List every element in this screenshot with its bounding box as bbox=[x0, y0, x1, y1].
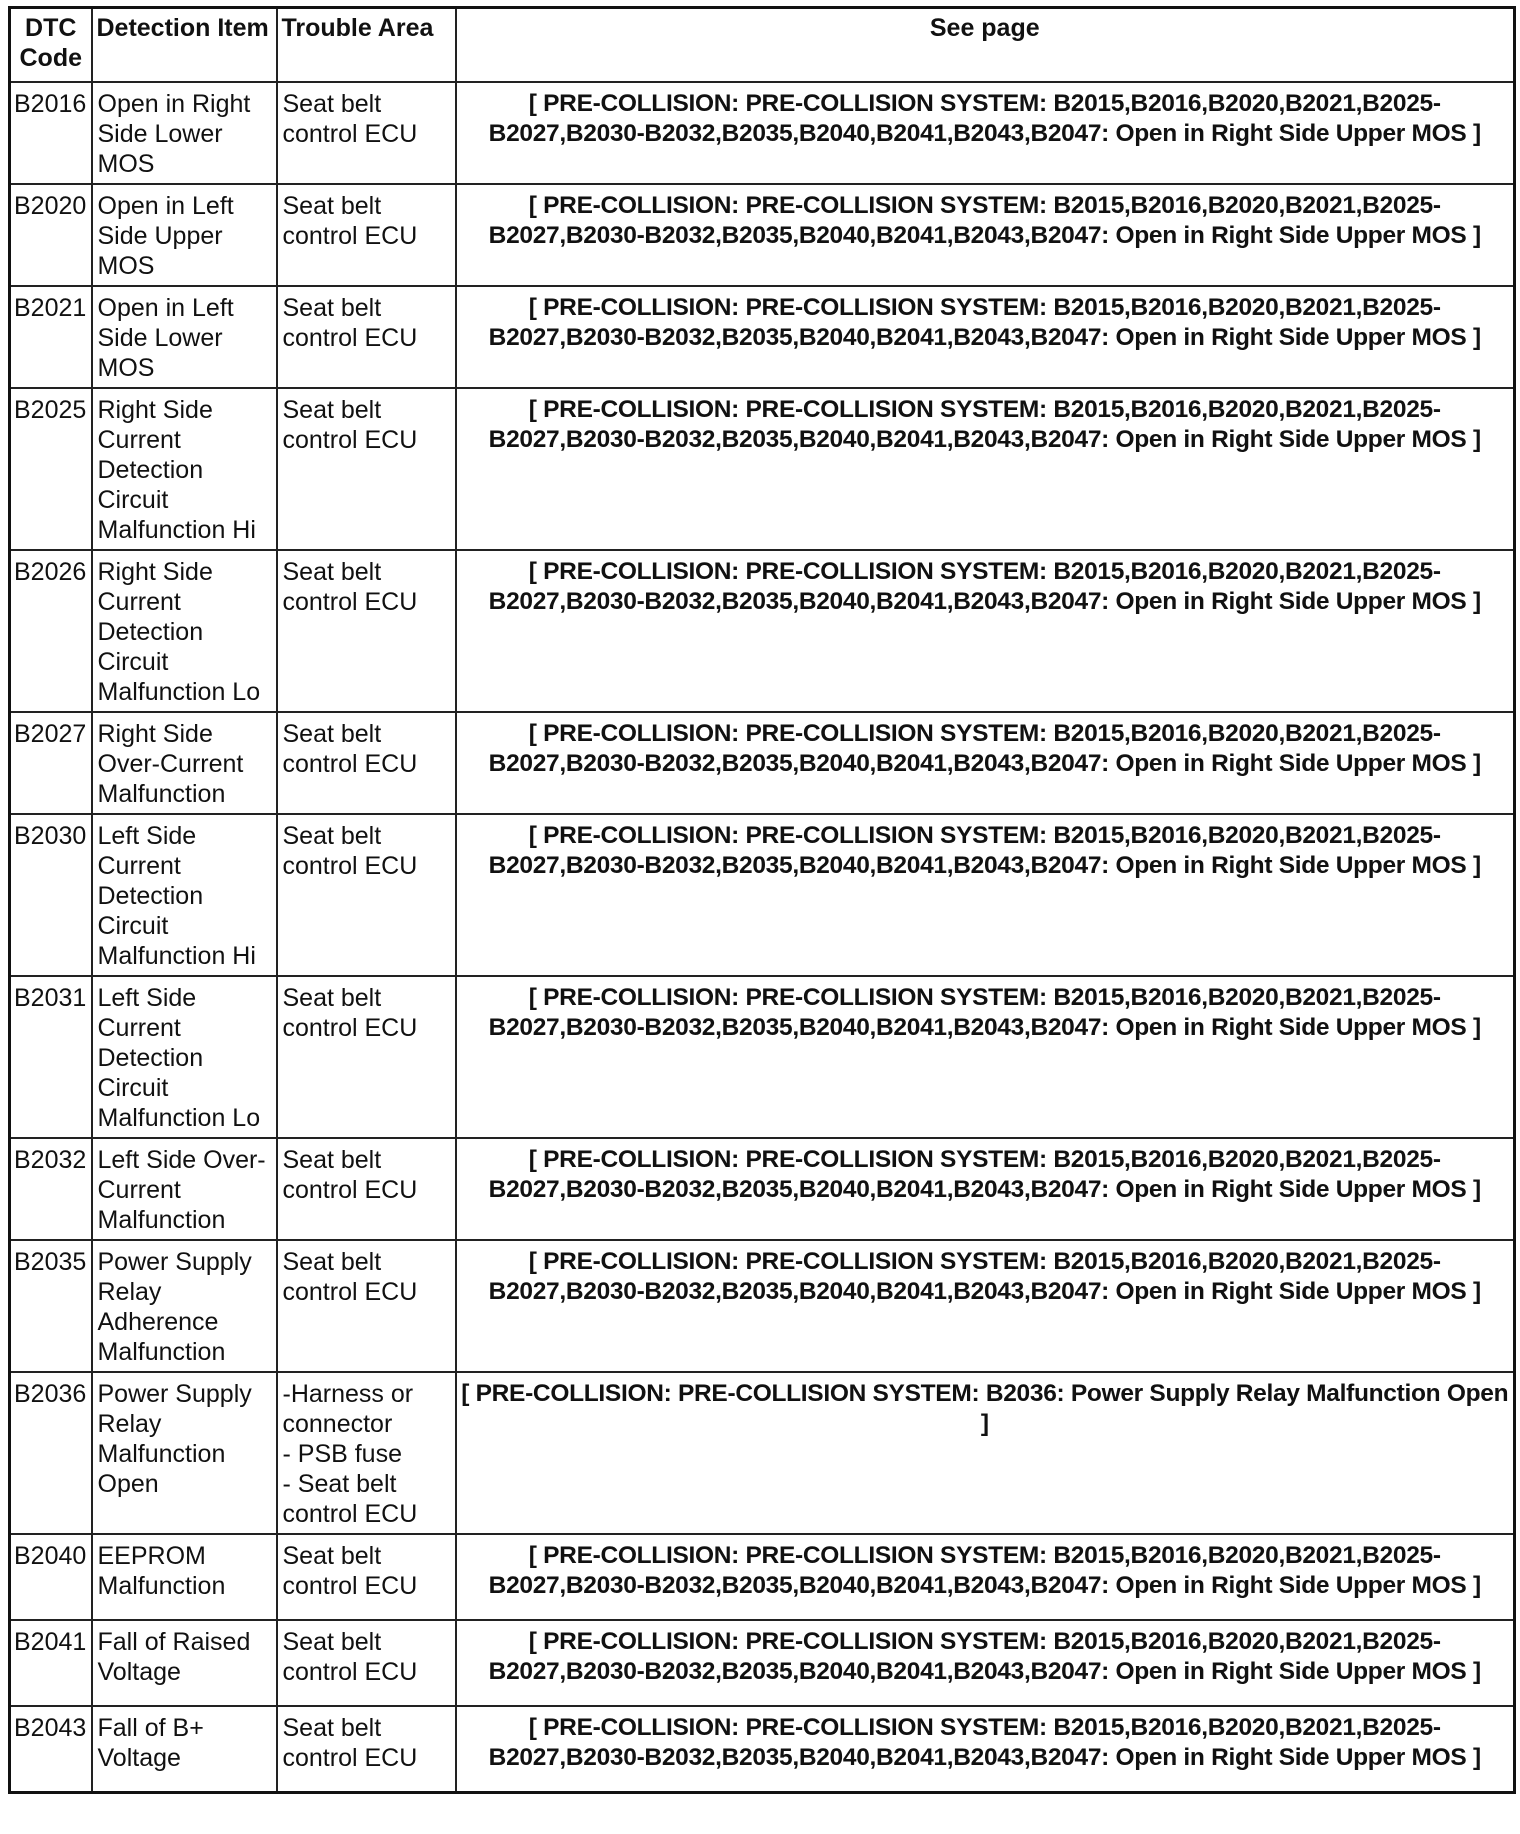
see-page-link[interactable]: [ PRE-COLLISION: PRE-COLLISION SYSTEM: B2036: Power Supply Relay Malfunction Open ] bbox=[456, 1372, 1515, 1534]
table-row bbox=[10, 1240, 1515, 1372]
see-page-link[interactable]: [ PRE-COLLISION: PRE-COLLISION SYSTEM: B2015,B2016,B2020,B2021,B2025-B2027,B2030-B2032,B2035,B2040,B2041,B2043,B2047: Open in Right Side Upper MOS ] bbox=[456, 82, 1515, 184]
see-page-link[interactable]: [ PRE-COLLISION: PRE-COLLISION SYSTEM: B2015,B2016,B2020,B2021,B2025-B2027,B2030-B2032,B2035,B2040,B2041,B2043,B2047: Open in Right Side Upper MOS ] bbox=[456, 1620, 1515, 1706]
table-row bbox=[10, 1372, 1515, 1534]
detection-item-cell: Left Side Current Detection Circuit Malfunction Hi bbox=[92, 814, 277, 976]
table-row bbox=[10, 1706, 1515, 1792]
trouble-area-cell: Seat belt control ECU bbox=[277, 286, 456, 388]
detection-item-cell: Power Supply Relay Adherence Malfunction bbox=[92, 1240, 277, 1372]
trouble-area-cell: Seat belt control ECU bbox=[277, 976, 456, 1138]
trouble-area-cell: Seat belt control ECU bbox=[277, 814, 456, 976]
table-row bbox=[10, 1620, 1515, 1706]
dtc-code-cell: B2016 bbox=[10, 82, 92, 184]
detection-item-cell: Left Side Current Detection Circuit Malfunction Lo bbox=[92, 976, 277, 1138]
detection-item-cell: Left Side Over-Current Malfunction bbox=[92, 1138, 277, 1240]
dtc-code-cell: B2043 bbox=[10, 1706, 92, 1792]
see-page-link[interactable]: [ PRE-COLLISION: PRE-COLLISION SYSTEM: B2015,B2016,B2020,B2021,B2025-B2027,B2030-B2032,B2035,B2040,B2041,B2043,B2047: Open in Right Side Upper MOS ] bbox=[456, 184, 1515, 286]
detection-item-cell: Open in Right Side Lower MOS bbox=[92, 82, 277, 184]
table-row bbox=[10, 286, 1515, 388]
table-row bbox=[10, 184, 1515, 286]
dtc-table bbox=[8, 6, 1516, 1794]
header-detection-item: Detection Item bbox=[92, 8, 277, 83]
detection-item-cell: Fall of B+ Voltage bbox=[92, 1706, 277, 1792]
table-body bbox=[10, 82, 1515, 1792]
table-row bbox=[10, 388, 1515, 550]
trouble-area-cell: Seat belt control ECU bbox=[277, 712, 456, 814]
header-dtc-code: DTC Code bbox=[10, 8, 92, 83]
trouble-area-cell: -Harness or connector - PSB fuse - Seat belt control ECU bbox=[277, 1372, 456, 1534]
trouble-area-cell: Seat belt control ECU bbox=[277, 1240, 456, 1372]
dtc-code-cell: B2035 bbox=[10, 1240, 92, 1372]
header-see-page: See page bbox=[456, 8, 1515, 83]
trouble-area-cell: Seat belt control ECU bbox=[277, 1706, 456, 1792]
table-row bbox=[10, 1138, 1515, 1240]
detection-item-cell: Power Supply Relay Malfunction Open bbox=[92, 1372, 277, 1534]
detection-item-cell: Open in Left Side Lower MOS bbox=[92, 286, 277, 388]
trouble-area-cell: Seat belt control ECU bbox=[277, 388, 456, 550]
dtc-code-cell: B2021 bbox=[10, 286, 92, 388]
table-row bbox=[10, 814, 1515, 976]
header-trouble-area: Trouble Area bbox=[277, 8, 456, 83]
trouble-area-cell: Seat belt control ECU bbox=[277, 184, 456, 286]
trouble-area-cell: Seat belt control ECU bbox=[277, 82, 456, 184]
detection-item-cell: Fall of Raised Voltage bbox=[92, 1620, 277, 1706]
trouble-area-cell: Seat belt control ECU bbox=[277, 550, 456, 712]
table-row bbox=[10, 550, 1515, 712]
table-row bbox=[10, 1534, 1515, 1620]
detection-item-cell: Right Side Current Detection Circuit Malfunction Hi bbox=[92, 388, 277, 550]
detection-item-cell: EEPROM Malfunction bbox=[92, 1534, 277, 1620]
dtc-code-cell: B2025 bbox=[10, 388, 92, 550]
see-page-link[interactable]: [ PRE-COLLISION: PRE-COLLISION SYSTEM: B2015,B2016,B2020,B2021,B2025-B2027,B2030-B2032,B2035,B2040,B2041,B2043,B2047: Open in Right Side Upper MOS ] bbox=[456, 388, 1515, 550]
see-page-link[interactable]: [ PRE-COLLISION: PRE-COLLISION SYSTEM: B2015,B2016,B2020,B2021,B2025-B2027,B2030-B2032,B2035,B2040,B2041,B2043,B2047: Open in Right Side Upper MOS ] bbox=[456, 286, 1515, 388]
table-row bbox=[10, 82, 1515, 184]
see-page-link[interactable]: [ PRE-COLLISION: PRE-COLLISION SYSTEM: B2015,B2016,B2020,B2021,B2025-B2027,B2030-B2032,B2035,B2040,B2041,B2043,B2047: Open in Right Side Upper MOS ] bbox=[456, 1138, 1515, 1240]
see-page-link[interactable]: [ PRE-COLLISION: PRE-COLLISION SYSTEM: B2015,B2016,B2020,B2021,B2025-B2027,B2030-B2032,B2035,B2040,B2041,B2043,B2047: Open in Right Side Upper MOS ] bbox=[456, 1534, 1515, 1620]
see-page-link[interactable]: [ PRE-COLLISION: PRE-COLLISION SYSTEM: B2015,B2016,B2020,B2021,B2025-B2027,B2030-B2032,B2035,B2040,B2041,B2043,B2047: Open in Right Side Upper MOS ] bbox=[456, 712, 1515, 814]
see-page-link[interactable]: [ PRE-COLLISION: PRE-COLLISION SYSTEM: B2015,B2016,B2020,B2021,B2025-B2027,B2030-B2032,B2035,B2040,B2041,B2043,B2047: Open in Right Side Upper MOS ] bbox=[456, 1240, 1515, 1372]
dtc-code-cell: B2032 bbox=[10, 1138, 92, 1240]
detection-item-cell: Right Side Current Detection Circuit Malfunction Lo bbox=[92, 550, 277, 712]
table-header-row bbox=[10, 8, 1515, 83]
table-row bbox=[10, 712, 1515, 814]
dtc-code-cell: B2041 bbox=[10, 1620, 92, 1706]
trouble-area-cell: Seat belt control ECU bbox=[277, 1534, 456, 1620]
dtc-code-cell: B2026 bbox=[10, 550, 92, 712]
dtc-table-frame bbox=[8, 6, 1513, 1794]
see-page-link[interactable]: [ PRE-COLLISION: PRE-COLLISION SYSTEM: B2015,B2016,B2020,B2021,B2025-B2027,B2030-B2032,B2035,B2040,B2041,B2043,B2047: Open in Right Side Upper MOS ] bbox=[456, 1706, 1515, 1792]
trouble-area-cell: Seat belt control ECU bbox=[277, 1620, 456, 1706]
dtc-code-cell: B2027 bbox=[10, 712, 92, 814]
dtc-code-cell: B2020 bbox=[10, 184, 92, 286]
dtc-code-cell: B2030 bbox=[10, 814, 92, 976]
see-page-link[interactable]: [ PRE-COLLISION: PRE-COLLISION SYSTEM: B2015,B2016,B2020,B2021,B2025-B2027,B2030-B2032,B2035,B2040,B2041,B2043,B2047: Open in Right Side Upper MOS ] bbox=[456, 976, 1515, 1138]
see-page-link[interactable]: [ PRE-COLLISION: PRE-COLLISION SYSTEM: B2015,B2016,B2020,B2021,B2025-B2027,B2030-B2032,B2035,B2040,B2041,B2043,B2047: Open in Right Side Upper MOS ] bbox=[456, 814, 1515, 976]
trouble-area-cell: Seat belt control ECU bbox=[277, 1138, 456, 1240]
dtc-code-cell: B2040 bbox=[10, 1534, 92, 1620]
detection-item-cell: Open in Left Side Upper MOS bbox=[92, 184, 277, 286]
detection-item-cell: Right Side Over-Current Malfunction bbox=[92, 712, 277, 814]
dtc-code-cell: B2031 bbox=[10, 976, 92, 1138]
dtc-code-cell: B2036 bbox=[10, 1372, 92, 1534]
table-row bbox=[10, 976, 1515, 1138]
see-page-link[interactable]: [ PRE-COLLISION: PRE-COLLISION SYSTEM: B2015,B2016,B2020,B2021,B2025-B2027,B2030-B2032,B2035,B2040,B2041,B2043,B2047: Open in Right Side Upper MOS ] bbox=[456, 550, 1515, 712]
